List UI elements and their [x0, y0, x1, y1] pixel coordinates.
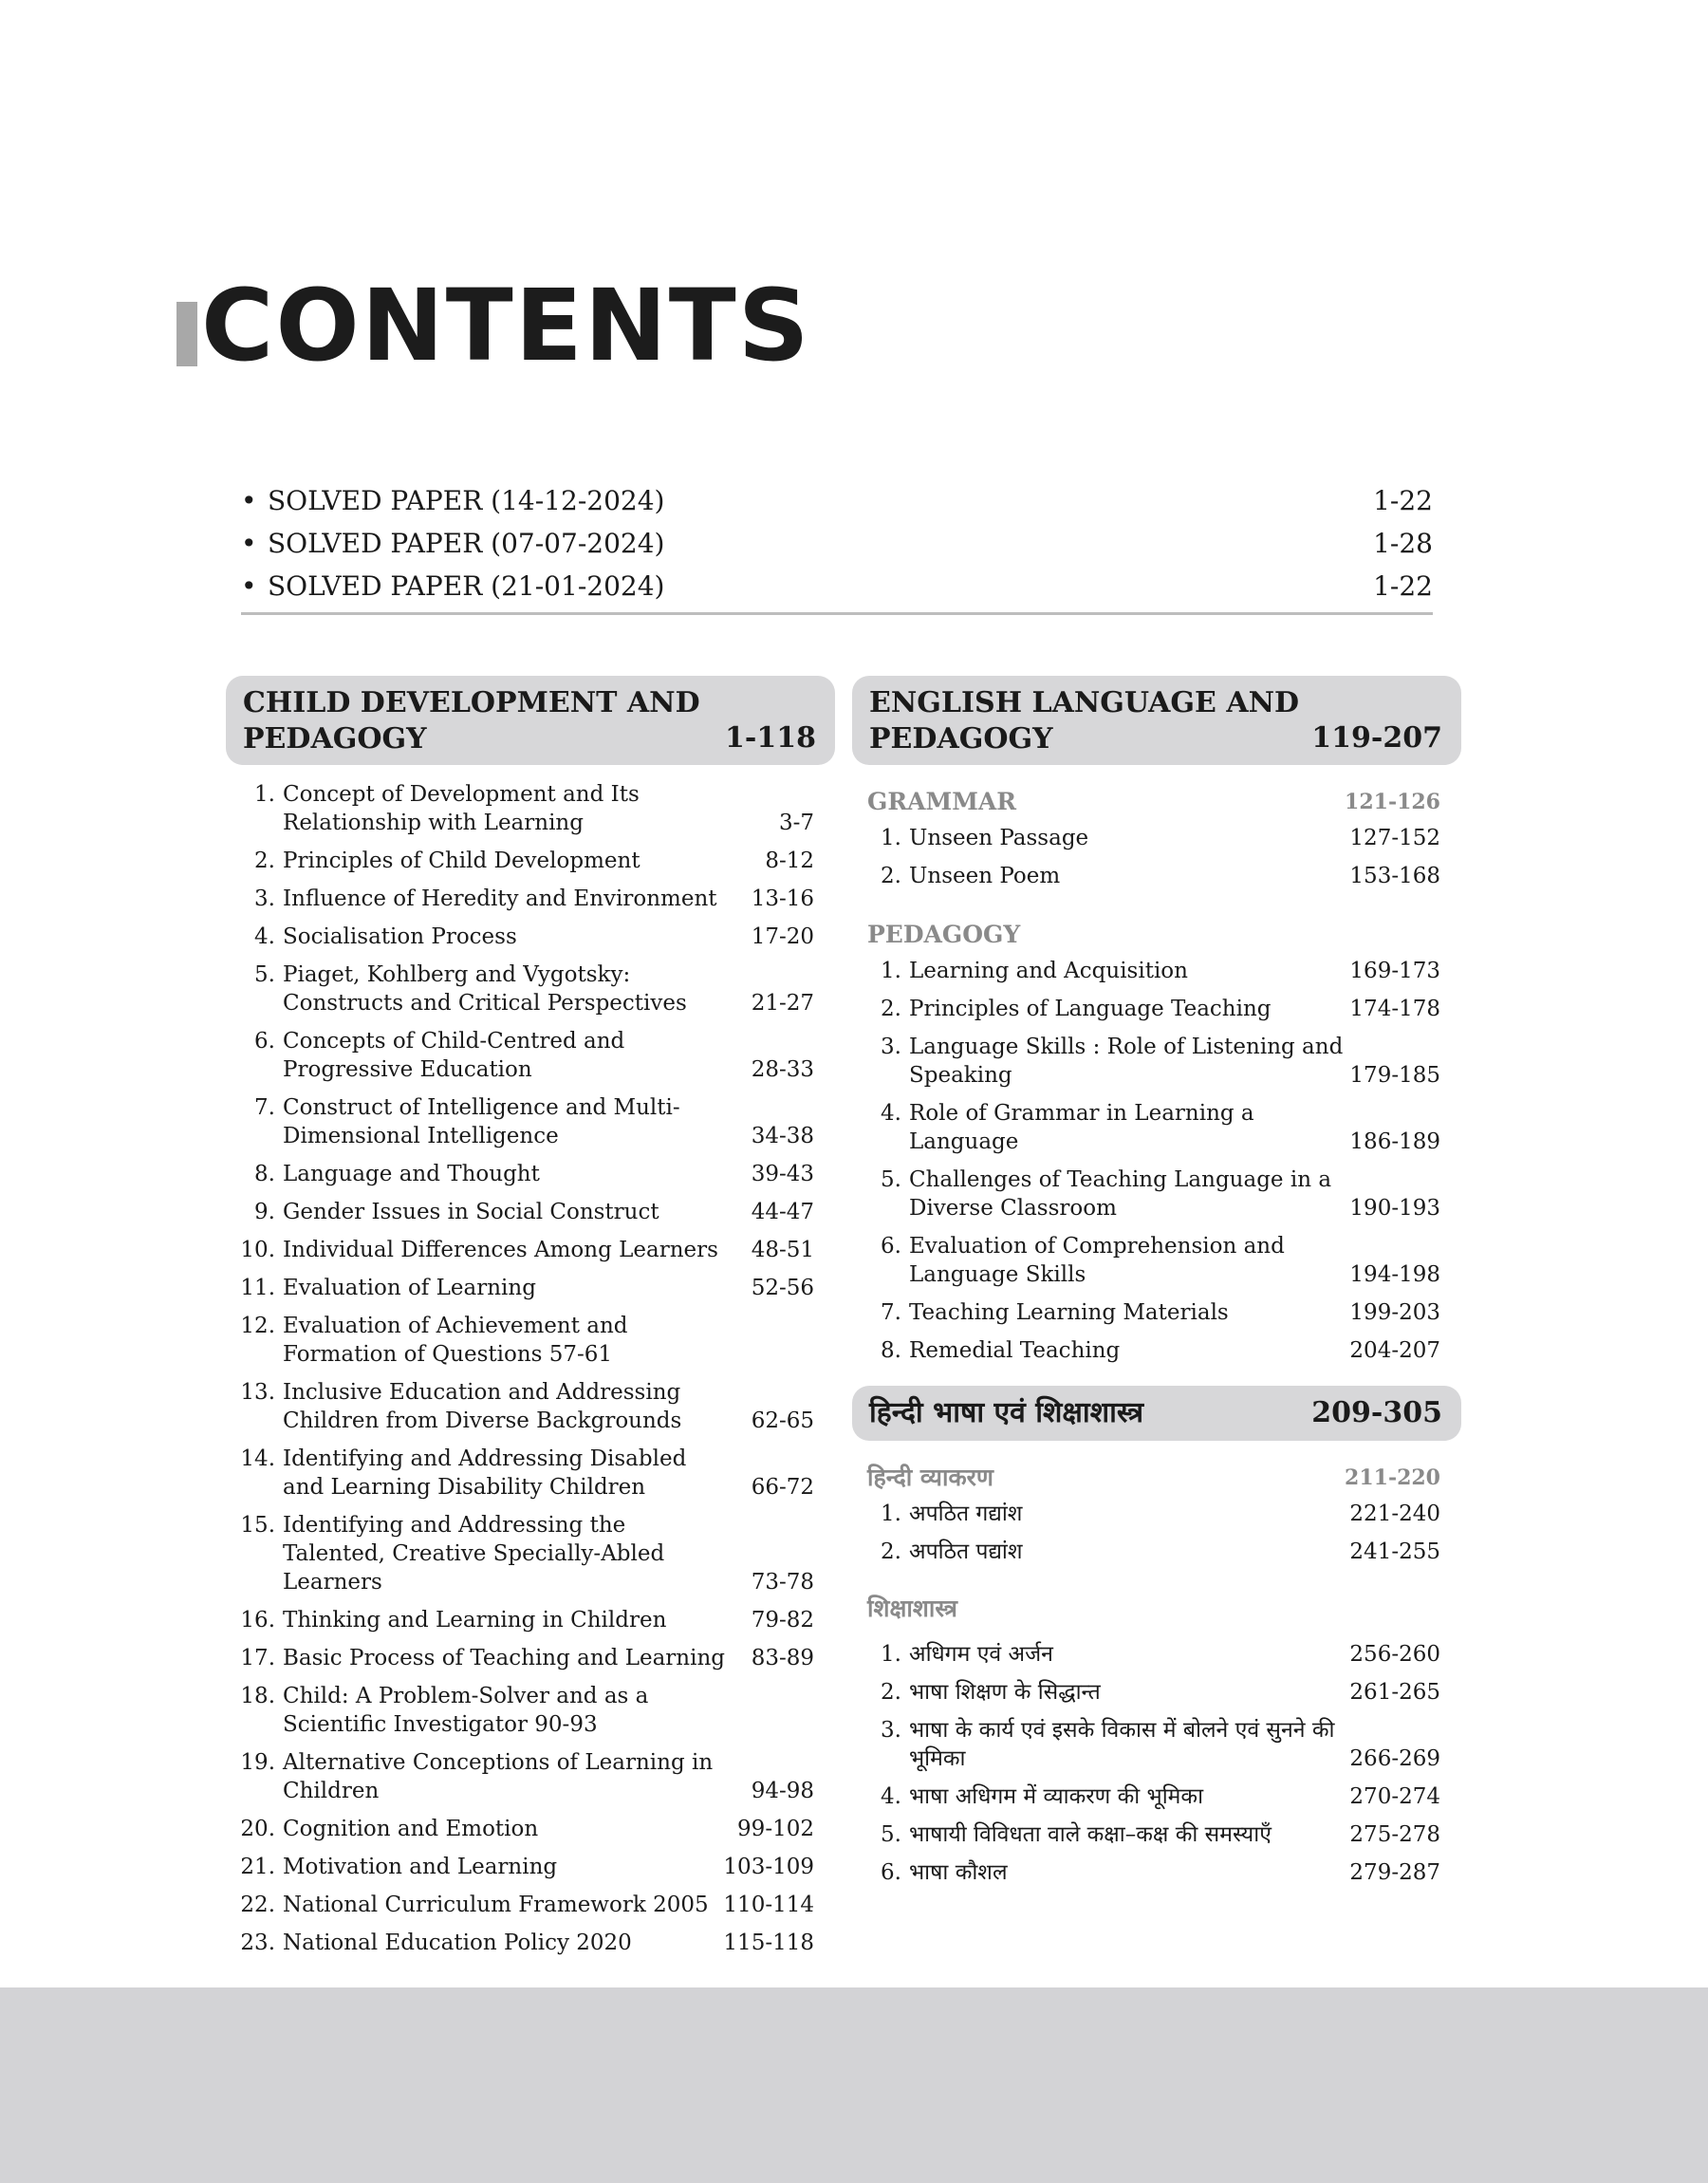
- entry-title: Unseen Passage: [909, 826, 1089, 850]
- entry-number: 1.: [881, 826, 901, 850]
- entry-title: Concepts of Child-Centred and Progressive Education: [283, 1029, 625, 1082]
- solved-papers-list: [241, 479, 1433, 607]
- footer-band: [0, 1987, 1708, 2183]
- entry-number: 3.: [254, 886, 275, 911]
- toc-entry: [226, 780, 835, 837]
- solved-paper-row: [241, 479, 1433, 522]
- entry-pages: 73-78: [751, 1570, 814, 1595]
- solved-paper-pages: 1-22: [1373, 570, 1433, 602]
- entry-title: भाषा शिक्षण के सिद्धान्त: [909, 1680, 1101, 1705]
- entry-pages: 17-20: [751, 924, 814, 949]
- entry-title: Remedial Teaching: [909, 1338, 1121, 1363]
- toc-entry: [852, 1820, 1461, 1849]
- entry-pages: 44-47: [751, 1200, 814, 1224]
- entry-number: 4.: [881, 1101, 901, 1126]
- toc-entry: [226, 1891, 835, 1919]
- entry-title: Influence of Heredity and Environment: [283, 886, 717, 911]
- toc-entry: [226, 1312, 835, 1369]
- toc-entry: [852, 1336, 1461, 1365]
- solved-paper-pages: 1-28: [1373, 528, 1433, 559]
- toc-entry: [226, 1815, 835, 1843]
- entry-title: भाषा कौशल: [909, 1860, 1008, 1885]
- toc-entry: [852, 1716, 1461, 1773]
- entry-pages: 127-152: [1349, 826, 1440, 850]
- entry-number: 7.: [881, 1300, 901, 1325]
- toc-entry: [852, 824, 1461, 852]
- entry-pages: 34-38: [751, 1124, 814, 1148]
- solved-paper-row: [241, 565, 1433, 607]
- entry-pages: 179-185: [1349, 1063, 1440, 1088]
- cdp-section-header: [226, 676, 835, 765]
- entry-number: 12.: [240, 1314, 275, 1338]
- entry-number: 22.: [240, 1893, 275, 1917]
- toc-entry: [226, 1027, 835, 1084]
- entry-number: 1.: [881, 1502, 901, 1526]
- toc-entry: [226, 1198, 835, 1226]
- toc-entry: [226, 1682, 835, 1739]
- cdp-items-list: [226, 780, 835, 1957]
- entry-number: 5.: [881, 1167, 901, 1192]
- subheading-label: शिक्षाशास्त्र: [867, 1595, 957, 1622]
- toc-entry: [226, 1236, 835, 1264]
- toc-entry: [852, 1298, 1461, 1327]
- entry-pages: 3-7: [778, 811, 814, 835]
- section-title-line: हिन्दी भाषा एवं शिक्षाशास्त्र: [869, 1396, 1144, 1429]
- entry-title: Construct of Intelligence and Multi-Dimensional Intelligence: [283, 1095, 680, 1148]
- entry-title: Gender Issues in Social Construct: [283, 1200, 659, 1224]
- solved-paper-row: [241, 522, 1433, 565]
- entry-number: 2.: [881, 997, 901, 1021]
- toc-entry: [852, 1232, 1461, 1289]
- entry-title: Challenges of Teaching Language in a Diverse Classroom: [909, 1167, 1332, 1221]
- entry-number: 18.: [240, 1684, 275, 1708]
- entry-pages: 62-65: [751, 1409, 814, 1433]
- cdp-column: [226, 676, 835, 1967]
- entry-pages: 256-260: [1349, 1642, 1440, 1667]
- entry-pages: 8-12: [765, 849, 814, 873]
- entry-pages: 266-269: [1349, 1746, 1440, 1771]
- hindi-pedagogy-items-list: [852, 1640, 1461, 1887]
- entry-title: अधिगम एवं अर्जन: [909, 1642, 1053, 1667]
- entry-pages: 28-33: [751, 1057, 814, 1082]
- entry-number: 1.: [881, 959, 901, 983]
- toc-entry: [226, 1644, 835, 1672]
- entry-title: भाषायी विविधता वाले कक्षा–कक्ष की समस्याएँ: [909, 1822, 1272, 1847]
- toc-entry: [226, 1093, 835, 1150]
- grammar-subheading: [852, 786, 1461, 824]
- toc-entry: [226, 1853, 835, 1881]
- toc-entry: [852, 1538, 1461, 1566]
- entry-number: 5.: [254, 962, 275, 987]
- section-pages: 209-305: [1311, 1396, 1442, 1429]
- pedagogy-items-list: [852, 957, 1461, 1365]
- entry-number: 7.: [254, 1095, 275, 1120]
- entry-pages: 186-189: [1349, 1129, 1440, 1154]
- bullet-icon: •: [241, 485, 257, 516]
- entry-pages: 241-255: [1349, 1539, 1440, 1564]
- entry-number: 3.: [881, 1035, 901, 1059]
- entry-number: 6.: [881, 1860, 901, 1885]
- toc-entry: [226, 847, 835, 875]
- entry-pages: 174-178: [1349, 997, 1440, 1021]
- entry-pages: 261-265: [1349, 1680, 1440, 1705]
- entry-number: 4.: [881, 1784, 901, 1809]
- entry-title: भाषा अधिगम में व्याकरण की भूमिका: [909, 1784, 1204, 1809]
- entry-title: Identifying and Addressing Disabled and Learning Disability Children: [283, 1446, 687, 1500]
- entry-number: 8.: [881, 1338, 901, 1363]
- entry-title: Socialisation Process: [283, 924, 517, 949]
- section-title-line: CHILD DEVELOPMENT AND: [243, 686, 700, 719]
- entry-title: Principles of Language Teaching: [909, 997, 1272, 1021]
- hindi-section-header: [852, 1386, 1461, 1441]
- entry-number: 2.: [254, 849, 275, 873]
- section-title-line: PEDAGOGY: [869, 722, 1053, 756]
- toc-entry: [852, 1500, 1461, 1528]
- entry-title: Child: A Problem-Solver and as a Scientific Investigator 90-93: [283, 1684, 649, 1737]
- entry-title: National Education Policy 2020: [283, 1931, 632, 1955]
- entry-pages: 21-27: [751, 991, 814, 1016]
- toc-entry: [852, 1858, 1461, 1887]
- entry-title: Inclusive Education and Addressing Children from Diverse Backgrounds: [283, 1380, 682, 1433]
- toc-entry: [226, 885, 835, 913]
- entry-title: Basic Process of Teaching and Learning: [283, 1646, 725, 1670]
- entry-pages: 79-82: [751, 1608, 814, 1633]
- entry-title: Evaluation of Comprehension and Language Skills: [909, 1234, 1285, 1287]
- entry-number: 5.: [881, 1822, 901, 1847]
- entry-pages: 275-278: [1349, 1822, 1440, 1847]
- subheading-pages: 121-126: [1345, 790, 1440, 814]
- hindi-grammar-subheading: [852, 1462, 1461, 1500]
- entry-pages: 221-240: [1349, 1502, 1440, 1526]
- solved-paper-label: SOLVED PAPER (21-01-2024): [268, 570, 665, 602]
- toc-entry: [226, 923, 835, 951]
- page-title: CONTENTS: [201, 268, 811, 383]
- toc-entry: [852, 862, 1461, 890]
- entry-number: 19.: [240, 1750, 275, 1775]
- entry-number: 9.: [254, 1200, 275, 1224]
- toc-entry: [226, 1748, 835, 1805]
- entry-pages: 115-118: [723, 1931, 814, 1955]
- toc-entry: [226, 1445, 835, 1502]
- entry-pages: 103-109: [723, 1855, 814, 1879]
- entry-pages: 153-168: [1349, 864, 1440, 888]
- title-accent-bar: [176, 302, 197, 366]
- elp-section-header: [852, 676, 1461, 765]
- right-column: [852, 676, 1461, 1896]
- entry-title: Concept of Development and Its Relationship with Learning: [283, 782, 640, 835]
- toc-entry: [226, 1929, 835, 1957]
- pedagogy-subheading: [852, 919, 1461, 957]
- entry-number: 23.: [240, 1931, 275, 1955]
- entry-number: 4.: [254, 924, 275, 949]
- entry-number: 14.: [240, 1446, 275, 1471]
- toc-entry: [852, 1640, 1461, 1669]
- entry-title: Alternative Conceptions of Learning in Children: [283, 1750, 714, 1803]
- entry-number: 15.: [240, 1513, 275, 1538]
- toc-entry: [852, 1099, 1461, 1156]
- entry-pages: 279-287: [1349, 1860, 1440, 1885]
- hindi-pedagogy-subheading: [852, 1593, 1461, 1631]
- entry-pages: 194-198: [1349, 1262, 1440, 1287]
- toc-entry: [226, 961, 835, 1017]
- entry-number: 2.: [881, 864, 901, 888]
- entry-title: Language Skills : Role of Listening and Speaking: [909, 1035, 1344, 1088]
- entry-number: 6.: [881, 1234, 901, 1259]
- entry-number: 11.: [240, 1276, 275, 1300]
- entry-pages: 48-51: [751, 1238, 814, 1262]
- bullet-icon: •: [241, 570, 257, 602]
- entry-title: अपठित गद्यांश: [909, 1502, 1023, 1526]
- entry-title: Role of Grammar in Learning a Language: [909, 1101, 1254, 1154]
- entry-number: 8.: [254, 1162, 275, 1186]
- entry-pages: 83-89: [751, 1646, 814, 1670]
- hindi-grammar-items-list: [852, 1500, 1461, 1566]
- entry-pages: 110-114: [723, 1893, 814, 1917]
- entry-title: Individual Differences Among Learners: [283, 1238, 718, 1262]
- entry-number: 10.: [240, 1238, 275, 1262]
- entry-number: 2.: [881, 1539, 901, 1564]
- divider: [241, 612, 1433, 615]
- entry-number: 16.: [240, 1608, 275, 1633]
- subheading-pages: 211-220: [1345, 1465, 1440, 1490]
- subheading-label: हिन्दी व्याकरण: [867, 1464, 993, 1491]
- entry-pages: 66-72: [751, 1475, 814, 1500]
- entry-title: भाषा के कार्य एवं इसके विकास में बोलने एवं सुनने की भूमिका: [909, 1718, 1335, 1771]
- toc-entry: [852, 957, 1461, 985]
- entry-number: 13.: [240, 1380, 275, 1405]
- toc-entry: [226, 1511, 835, 1596]
- entry-title: Cognition and Emotion: [283, 1817, 539, 1841]
- entry-number: 1.: [881, 1642, 901, 1667]
- entry-number: 17.: [240, 1646, 275, 1670]
- entry-pages: 190-193: [1349, 1196, 1440, 1221]
- subheading-label: GRAMMAR: [867, 788, 1017, 815]
- toc-entry: [852, 1782, 1461, 1811]
- entry-title: Unseen Poem: [909, 864, 1061, 888]
- entry-pages: 199-203: [1349, 1300, 1440, 1325]
- entry-title: Thinking and Learning in Children: [283, 1608, 667, 1633]
- section-pages: 119-207: [1311, 721, 1442, 755]
- section-title-line: PEDAGOGY: [243, 722, 427, 756]
- entry-number: 6.: [254, 1029, 275, 1054]
- entry-pages: 169-173: [1349, 959, 1440, 983]
- toc-entry: [226, 1606, 835, 1634]
- entry-number: 2.: [881, 1680, 901, 1705]
- section-title-line: ENGLISH LANGUAGE AND: [869, 686, 1300, 719]
- entry-title: Evaluation of Learning: [283, 1276, 536, 1300]
- entry-pages: 270-274: [1349, 1784, 1440, 1809]
- entry-title: Motivation and Learning: [283, 1855, 558, 1879]
- entry-title: अपठित पद्यांश: [909, 1539, 1023, 1564]
- grammar-items-list: [852, 824, 1461, 890]
- solved-paper-label: SOLVED PAPER (14-12-2024): [268, 485, 665, 516]
- entry-pages: 94-98: [751, 1779, 814, 1803]
- solved-paper-label: SOLVED PAPER (07-07-2024): [268, 528, 665, 559]
- entry-number: 1.: [254, 782, 275, 807]
- entry-title: Principles of Child Development: [283, 849, 640, 873]
- entry-pages: 13-16: [751, 886, 814, 911]
- toc-entry: [852, 995, 1461, 1023]
- entry-title: Piaget, Kohlberg and Vygotsky: Constructs and Critical Perspectives: [283, 962, 687, 1016]
- entry-title: Language and Thought: [283, 1162, 540, 1186]
- entry-pages: 99-102: [737, 1817, 814, 1841]
- solved-paper-pages: 1-22: [1373, 485, 1433, 516]
- toc-entry: [226, 1378, 835, 1435]
- entry-number: 20.: [240, 1817, 275, 1841]
- section-pages: 1-118: [725, 721, 816, 755]
- toc-entry: [852, 1678, 1461, 1707]
- entry-title: Evaluation of Achievement and Formation of Questions 57-61: [283, 1314, 628, 1367]
- entry-title: Identifying and Addressing the Talented, Creative Specially-Abled Learners: [283, 1513, 665, 1595]
- toc-entry: [226, 1160, 835, 1188]
- entry-title: National Curriculum Framework 2005: [283, 1893, 709, 1917]
- subheading-label: PEDAGOGY: [867, 921, 1021, 948]
- entry-pages: 204-207: [1349, 1338, 1440, 1363]
- toc-entry: [852, 1166, 1461, 1222]
- entry-title: Learning and Acquisition: [909, 959, 1188, 983]
- entry-pages: 52-56: [751, 1276, 814, 1300]
- toc-entry: [226, 1274, 835, 1302]
- toc-entry: [852, 1033, 1461, 1090]
- bullet-icon: •: [241, 528, 257, 559]
- entry-pages: 39-43: [751, 1162, 814, 1186]
- entry-number: 21.: [240, 1855, 275, 1879]
- entry-number: 3.: [881, 1718, 901, 1743]
- entry-title: Teaching Learning Materials: [909, 1300, 1229, 1325]
